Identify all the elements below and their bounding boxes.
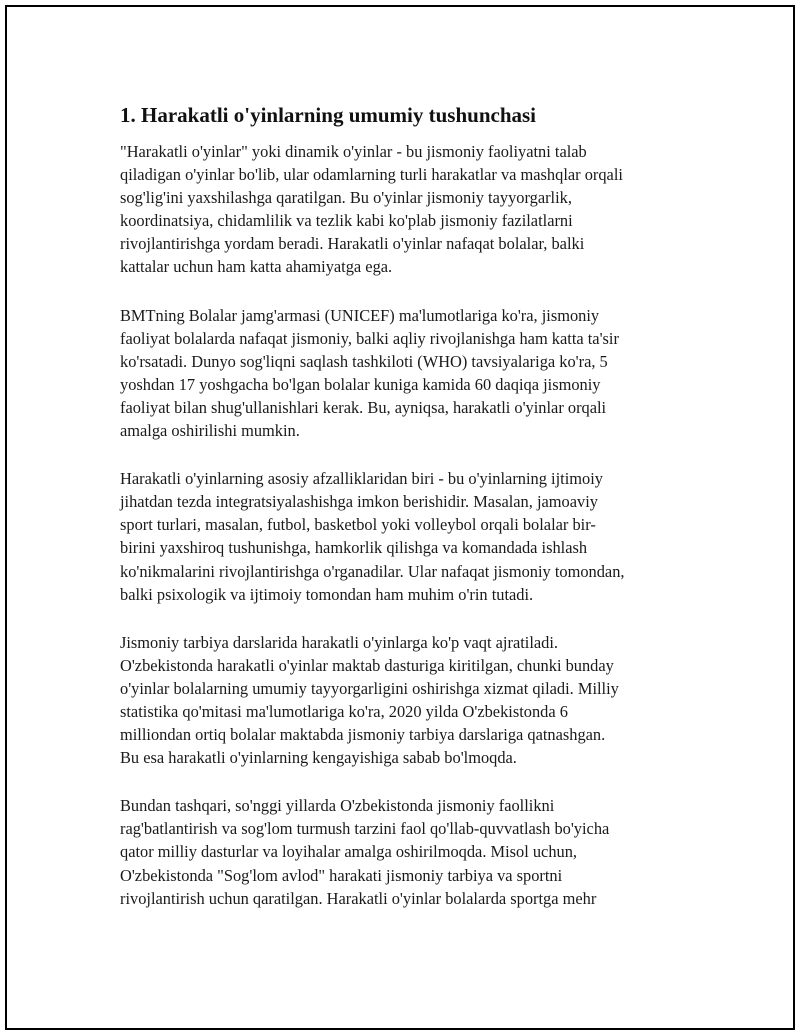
text-line: rag'batlantirish va sog'lom turmush tarzini faol qo'llab-quvvatlash bo'yicha — [120, 819, 610, 839]
paragraph-2 — [120, 304, 700, 443]
text-line: Bundan tashqari, so'nggi yillarda O'zbekistonda jismoniy faollikni — [120, 796, 555, 816]
text-line: faoliyat bolalarda nafaqat jismoniy, balki aqliy rivojlanishga ham katta ta'sir — [120, 328, 619, 348]
text-line: Jismoniy tarbiya darslarida harakatli o'yinlarga ko'p vaqt ajratiladi. — [120, 632, 559, 652]
text-line: rivojlantirish uchun qaratilgan. Harakatli o'yinlar bolalarda sportga mehr — [120, 888, 597, 908]
text-line: kattalar uchun ham katta ahamiyatga ega. — [120, 257, 393, 277]
page-frame — [5, 5, 795, 1030]
text-line: faoliyat bilan shug'ullanishlari kerak. Bu, ayniqsa, harakatli o'yinlar orqali — [120, 397, 607, 417]
text-line: ko'nikmalarini rivojlantirishga o'rganadilar. Ular nafaqat jismoniy tomondan, — [120, 561, 625, 581]
paragraph-3 — [120, 467, 700, 606]
text-line: yoshdan 17 yoshgacha bo'lgan bolalar kuniga kamida 60 daqiqa jismoniy — [120, 374, 601, 394]
document-body — [120, 101, 700, 935]
text-line: Harakatli o'yinlarning asosiy afzalliklaridan biri - bu o'yinlarning ijtimoiy — [120, 469, 603, 489]
section-heading: 1. Harakatli o'yinlarning umumiy tushunchasi — [120, 103, 537, 127]
text-line: BMTning Bolalar jamg'armasi (UNICEF) ma'lumotlariga ko'ra, jismoniy — [120, 305, 600, 325]
text-line: balki psixologik va ijtimoiy tomondan ham muhim o'rin tutadi. — [120, 584, 534, 604]
paragraph-1 — [120, 140, 700, 279]
text-line: sport turlari, masalan, futbol, basketbol yoki volleybol orqali bolalar bir- — [120, 515, 596, 535]
text-line: ko'rsatadi. Dunyo sog'liqni saqlash tashkiloti (WHO) tavsiyalariga ko'ra, 5 — [120, 351, 608, 371]
text-line: qator milliy dasturlar va loyihalar amalga oshirilmoqda. Misol uchun, — [120, 842, 578, 862]
text-line: qiladigan o'yinlar bo'lib, ular odamlarning turli harakatlar va mashqlar orqali — [120, 165, 623, 185]
text-line: milliondan ortiq bolalar maktabda jismoniy tarbiya darslariga qatnashgan. — [120, 725, 606, 745]
text-line: sog'lig'ini yaxshilashga qaratilgan. Bu o'yinlar jismoniy tayyorgarlik, — [120, 188, 572, 208]
text-line: amalga oshirilishi mumkin. — [120, 421, 300, 441]
text-line: O'zbekistonda "Sog'lom avlod" harakati jismoniy tarbiya va sportni — [120, 865, 563, 885]
text-line: "Harakatli o'yinlar" yoki dinamik o'yinlar - bu jismoniy faoliyatni talab — [120, 142, 587, 161]
text-line: o'yinlar bolalarning umumiy tayyorgarligini oshirishga xizmat qiladi. Milliy — [120, 678, 619, 698]
text-line: Bu esa harakatli o'yinlarning kengayishiga sabab bo'lmoqda. — [120, 748, 517, 768]
text-line: jihatdan tezda integratsiyalashishga imkon berishidir. Masalan, jamoaviy — [120, 492, 598, 512]
text-line: statistika qo'mitasi ma'lumotlariga ko'ra, 2020 yilda O'zbekistonda 6 — [120, 701, 568, 721]
text-line: koordinatsiya, chidamlilik va tezlik kabi ko'plab jismoniy fazilatlarni — [120, 211, 573, 231]
paragraph-5 — [120, 794, 700, 909]
text-line: O'zbekistonda harakatli o'yinlar maktab dasturiga kiritilgan, chunki bunday — [120, 655, 614, 675]
text-line: birini yaxshiroq tushunishga, hamkorlik qilishga va komandada ishlash — [120, 538, 588, 558]
text-line: rivojlantirishga yordam beradi. Harakatli o'yinlar nafaqat bolalar, balki — [120, 234, 585, 254]
paragraph-4 — [120, 631, 700, 770]
